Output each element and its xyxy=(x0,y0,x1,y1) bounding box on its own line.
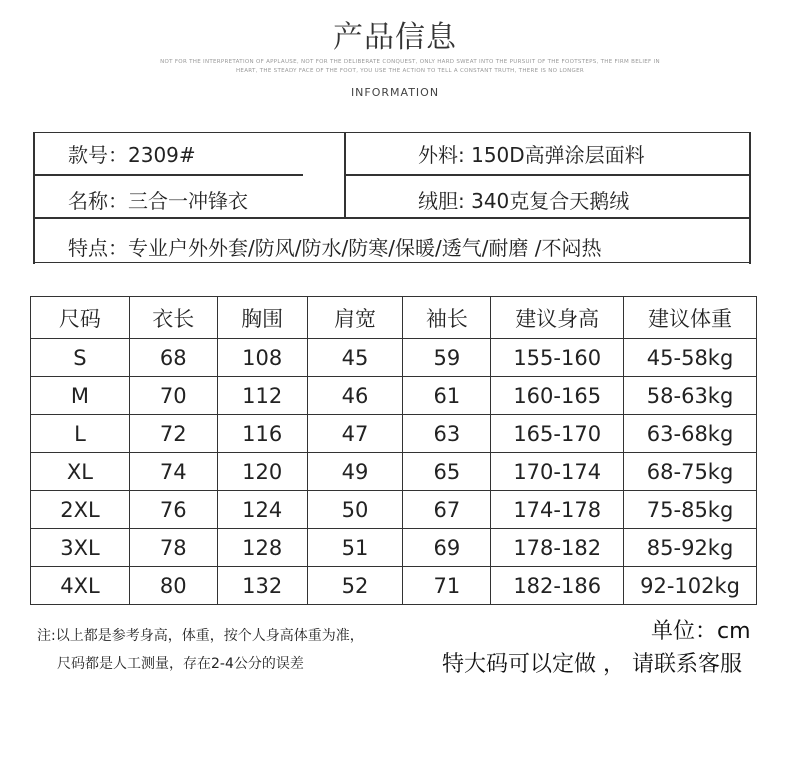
unit-label: 单位：cm xyxy=(651,619,751,644)
table-row xyxy=(31,415,757,453)
cell-height: 155-160 xyxy=(491,339,624,377)
cell-length: 76 xyxy=(129,491,217,529)
header-sleeve: 袖长 xyxy=(403,297,491,339)
page-title: 产品信息 xyxy=(333,20,457,55)
info-features: 特点：专业户外外套/防风/防水/防寒/保暖/透气/耐磨 /不闷热 xyxy=(68,236,602,260)
info-liner: 绒胆: 340克复合天鹅绒 xyxy=(418,189,630,213)
cell-chest: 128 xyxy=(217,529,307,567)
cell-weight: 63-68kg xyxy=(624,415,757,453)
cell-sleeve: 67 xyxy=(403,491,491,529)
table-row xyxy=(31,453,757,491)
cell-length: 74 xyxy=(129,453,217,491)
header-size: 尺码 xyxy=(31,297,130,339)
cell-length: 68 xyxy=(129,339,217,377)
header-length: 衣长 xyxy=(129,297,217,339)
info-divider-row1-right xyxy=(344,174,749,176)
info-divider-row1-left xyxy=(33,174,303,176)
cell-height: 160-165 xyxy=(491,377,624,415)
product-info-table xyxy=(33,132,751,263)
info-style-number: 款号：2309# xyxy=(68,143,196,167)
info-divider-row2 xyxy=(33,217,749,219)
table-row xyxy=(31,339,757,377)
cell-length: 70 xyxy=(129,377,217,415)
note-measurement: 尺码都是人工测量，存在2-4公分的误差 xyxy=(57,656,304,672)
cell-chest: 120 xyxy=(217,453,307,491)
cell-size: S xyxy=(31,339,130,377)
cell-chest: 108 xyxy=(217,339,307,377)
cell-shoulder: 52 xyxy=(307,567,403,605)
cell-height: 165-170 xyxy=(491,415,624,453)
cell-length: 80 xyxy=(129,567,217,605)
cell-sleeve: 63 xyxy=(403,415,491,453)
cell-weight: 75-85kg xyxy=(624,491,757,529)
cell-shoulder: 46 xyxy=(307,377,403,415)
cell-height: 170-174 xyxy=(491,453,624,491)
cell-chest: 112 xyxy=(217,377,307,415)
cell-sleeve: 71 xyxy=(403,567,491,605)
cell-length: 72 xyxy=(129,415,217,453)
info-product-name: 名称：三合一冲锋衣 xyxy=(68,189,248,213)
cell-size: M xyxy=(31,377,130,415)
cell-shoulder: 47 xyxy=(307,415,403,453)
size-chart-header-row xyxy=(31,297,757,339)
info-border-right xyxy=(749,133,751,264)
table-row xyxy=(31,567,757,605)
cell-sleeve: 59 xyxy=(403,339,491,377)
header-weight: 建议体重 xyxy=(624,297,757,339)
cell-sleeve: 61 xyxy=(403,377,491,415)
tagline-line-2: HEART, THE STEADY FACE OF THE FOOT, YOU USE THE ACTION TO TELL A CONSTANT TRUTH, THERE IS NO LONGER xyxy=(235,68,584,74)
cell-sleeve: 65 xyxy=(403,453,491,491)
info-border-left xyxy=(33,133,35,264)
size-chart xyxy=(30,296,757,605)
tagline xyxy=(130,58,690,76)
cell-weight: 85-92kg xyxy=(624,529,757,567)
table-row xyxy=(31,529,757,567)
cell-chest: 116 xyxy=(217,415,307,453)
header-shoulder: 肩宽 xyxy=(307,297,403,339)
header-chest: 胸围 xyxy=(217,297,307,339)
cell-chest: 132 xyxy=(217,567,307,605)
cell-size: XL xyxy=(31,453,130,491)
note-reference: 注:以上都是参考身高，体重，按个人身高体重为准， xyxy=(37,628,364,644)
cell-length: 78 xyxy=(129,529,217,567)
cell-weight: 68-75kg xyxy=(624,453,757,491)
info-divider-vertical xyxy=(344,133,346,219)
cell-size: L xyxy=(31,415,130,453)
cell-shoulder: 50 xyxy=(307,491,403,529)
section-subtitle: INFORMATION xyxy=(350,86,440,99)
header-height: 建议身高 xyxy=(491,297,624,339)
cell-weight: 45-58kg xyxy=(624,339,757,377)
cell-sleeve: 69 xyxy=(403,529,491,567)
cell-size: 3XL xyxy=(31,529,130,567)
cell-height: 178-182 xyxy=(491,529,624,567)
table-row xyxy=(31,377,757,415)
tagline-line-1: NOT FOR THE INTERPRETATION OF APPLAUSE, NOT FOR THE DELIBERATE CONQUEST, ONLY HARD SWEAT INTO THE PURSUIT OF THE FOOTSTEPS, THE FIRM BELIEF IN xyxy=(160,59,660,65)
cell-size: 2XL xyxy=(31,491,130,529)
custom-size-note: 特大码可以定做 ， 请联系客服 xyxy=(442,652,742,677)
cell-height: 174-178 xyxy=(491,491,624,529)
cell-shoulder: 51 xyxy=(307,529,403,567)
cell-height: 182-186 xyxy=(491,567,624,605)
cell-weight: 58-63kg xyxy=(624,377,757,415)
cell-shoulder: 49 xyxy=(307,453,403,491)
cell-size: 4XL xyxy=(31,567,130,605)
table-row xyxy=(31,491,757,529)
cell-weight: 92-102kg xyxy=(624,567,757,605)
cell-shoulder: 45 xyxy=(307,339,403,377)
info-outer-fabric: 外料: 150D高弹涂层面料 xyxy=(418,143,645,167)
cell-chest: 124 xyxy=(217,491,307,529)
